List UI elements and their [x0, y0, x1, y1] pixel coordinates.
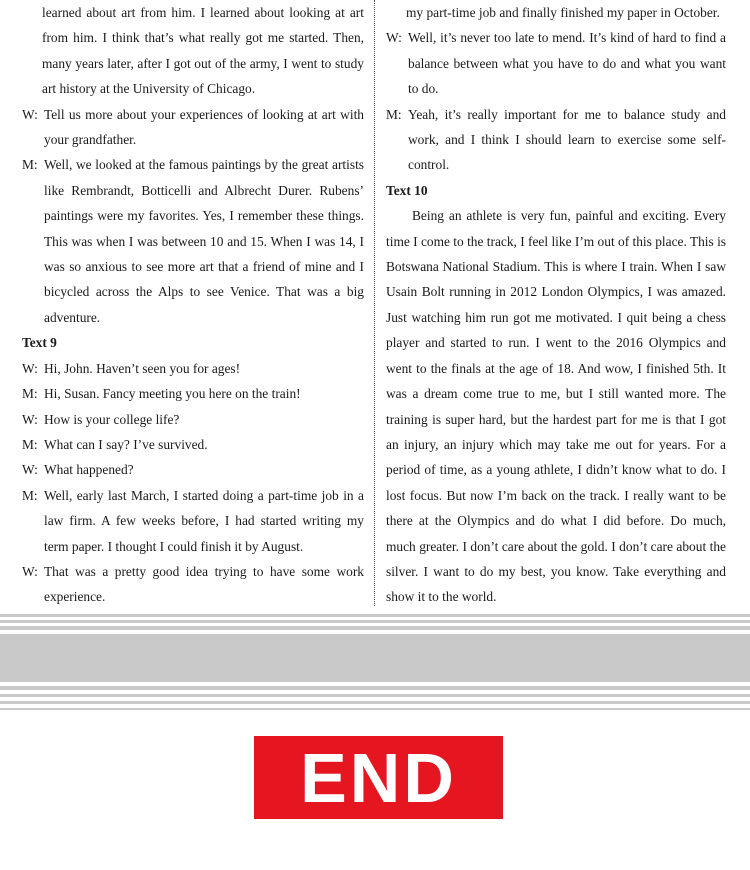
stripe-line	[0, 686, 750, 690]
column-divider	[374, 0, 375, 606]
speaker-label: M:	[22, 157, 38, 173]
dialogue-turn	[22, 432, 364, 457]
utterance: What happened?	[44, 462, 134, 478]
stripe-line	[0, 620, 750, 623]
dialogue-turn	[22, 102, 364, 153]
speaker-label: W:	[22, 563, 38, 579]
stripe-line	[0, 694, 750, 697]
speaker-label: M:	[22, 487, 38, 503]
end-label: END	[300, 738, 457, 817]
dialogue-turn	[386, 25, 726, 101]
dialogue-turn	[22, 559, 364, 610]
utterance: How is your college life?	[44, 411, 180, 427]
end-banner	[254, 736, 503, 819]
utterance: Well, it’s never too late to mend. It’s kind of hard to find a balance between what you have to do and what you want to do.	[408, 30, 726, 97]
utterance: Hi, John. Haven’t seen you for ages!	[44, 360, 241, 376]
dialogue-continuation: my part-time job and finally finished my paper in October.	[406, 5, 720, 20]
speaker-label: W:	[22, 106, 38, 122]
stripe-line	[0, 701, 750, 704]
stripe-block	[0, 634, 750, 682]
utterance: Yeah, it’s really important for me to balance study and work, and I think I should learn to exercise some self-control.	[408, 106, 726, 173]
speaker-label: W:	[22, 462, 38, 478]
section-heading-text-9: Text 9	[22, 335, 57, 351]
dialogue-turn	[22, 407, 364, 432]
speaker-label: W:	[22, 360, 38, 376]
utterance: That was a pretty good idea trying to have some work experience.	[44, 563, 364, 605]
monologue-paragraph: Being an athlete is very fun, painful and exciting. Every time I come to the track, I feel like I’m out of this place. This is Botswana National Stadium. This is where I train. When I saw Usain Bolt running in 2012 London Olympics, I was amazed. Just watching him run got me motivated. I quit being a chess player and started to run. I went to the 2016 Olympics and went to the finals at the age of 18. And wow, I finished 5th. It was a dream come true to me, but I still wanted more. The training is super hard, but the hardest part for me is that I got an injury, an injury which may take me out for years. For a period of time, as a young athlete, I didn’t know what to do. I lost focus. But now I’m back on the track. I really want to be there at the Olympics and do what I did before. Do much, much greater. I don’t care about the gold. I don’t care about the silver. I want to do my best, you know. Take everything and show it to the world.	[386, 208, 726, 605]
dialogue-turn	[22, 483, 364, 559]
dialogue-turn	[22, 356, 364, 381]
dialogue-turn	[22, 381, 364, 406]
speaker-label: W:	[22, 411, 38, 427]
dialogue-turn	[22, 457, 364, 482]
utterance: Well, early last March, I started doing a part-time job in a law firm. A few weeks before, I had started writing my term paper. I thought I could finish it by August.	[44, 487, 364, 554]
left-column	[22, 0, 364, 610]
speaker-label: W:	[386, 30, 402, 46]
right-column	[386, 0, 726, 610]
utterance: Well, we looked at the famous paintings by the great artists like Rembrandt, Botticelli and Albrecht Durer. Rubens’ paintings were my favorites. Yes, I remember these things. This was when I was between 10 and 15. When I was 14, I was so anxious to see more art that a friend of mine and I bicycled across the Alps to see Venice. That was a big adventure.	[44, 157, 364, 325]
dialogue-turn	[22, 152, 364, 330]
stripe-line	[0, 626, 750, 630]
speaker-label: M:	[22, 386, 38, 402]
speaker-label: M:	[386, 106, 402, 122]
stripe-line	[0, 708, 750, 710]
section-heading-text-10: Text 10	[386, 182, 428, 198]
utterance: Tell us more about your experiences of looking at art with your grandfather.	[44, 106, 364, 148]
decorative-stripe-band	[0, 612, 750, 712]
utterance: Hi, Susan. Fancy meeting you here on the train!	[44, 386, 301, 402]
stripe-line	[0, 614, 750, 617]
intro-continuation: learned about art from him. I learned about looking at art from him. I think that’s what really got me started. Then, many years later, after I got out of the army, I went to study art history at the University of Chicago.	[42, 5, 364, 97]
dialogue-turn	[386, 102, 726, 178]
utterance: What can I say? I’ve survived.	[44, 436, 208, 452]
speaker-label: M:	[22, 436, 38, 452]
